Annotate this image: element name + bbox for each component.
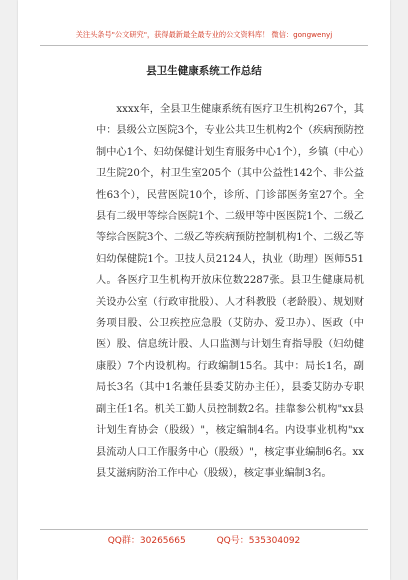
footer-qq-number: QQ号：535304092 (216, 536, 301, 546)
header-notice: 关注头条号"公文研究"，获得最新最全最专业的公文资料库！ 微信：gongwenyj (75, 30, 333, 39)
footer-qq-group: QQ群：30265665 (107, 536, 186, 546)
header-divider (40, 45, 368, 46)
document-body (96, 99, 364, 484)
footer-contacts (18, 535, 390, 547)
document-page (18, 0, 390, 580)
body-paragraph: xxxx年，全县卫生健康系统有医疗卫生机构267个，其中：县级公立医院3个，专业公共卫生机构2个（疾病预防控制中心1个、妇幼保健计划生育服务中心1个），乡镇（中心）卫生院20个，村卫生室205个（其中公益性142个、非公益性63个），民营医院10个，诊所、门诊部医务室27个。全县有二级甲等综合医院1个、二级甲等中医医院1个、二级乙等综合医院3个、二级乙等疾病预防控制机构1个、二级乙等妇幼保健院1个。卫技人员2124人，执业（助理）医师551人。各医疗卫生机构开放床位数2287张。县卫生健康局机关设办公室（行政审批股）、人才科教股（老龄股）、规划财务项目股、公卫疾控应急股（艾防办、爱卫办）、医政（中医）股、信息统计股、人口监测与计划生育指导股（妇幼健康股）7个内设机构。行政编制15名。其中：局长1名，副局长3名（其中1名兼任县委艾防办主任），县委艾防办专职副主任1名。机关工勤人员控制数2名。挂靠参公机构"xx县计划生育协会（股级）"，核定编制4名。内设事业机构"xx县流动人口工作服务中心（股级）"，核定事业编制6名。xx县艾滋病防治工作中心（股级），核定事业编制3名。 (96, 104, 364, 479)
footer-divider (40, 529, 368, 530)
document-title: 县卫生健康系统工作总结 (146, 65, 262, 77)
